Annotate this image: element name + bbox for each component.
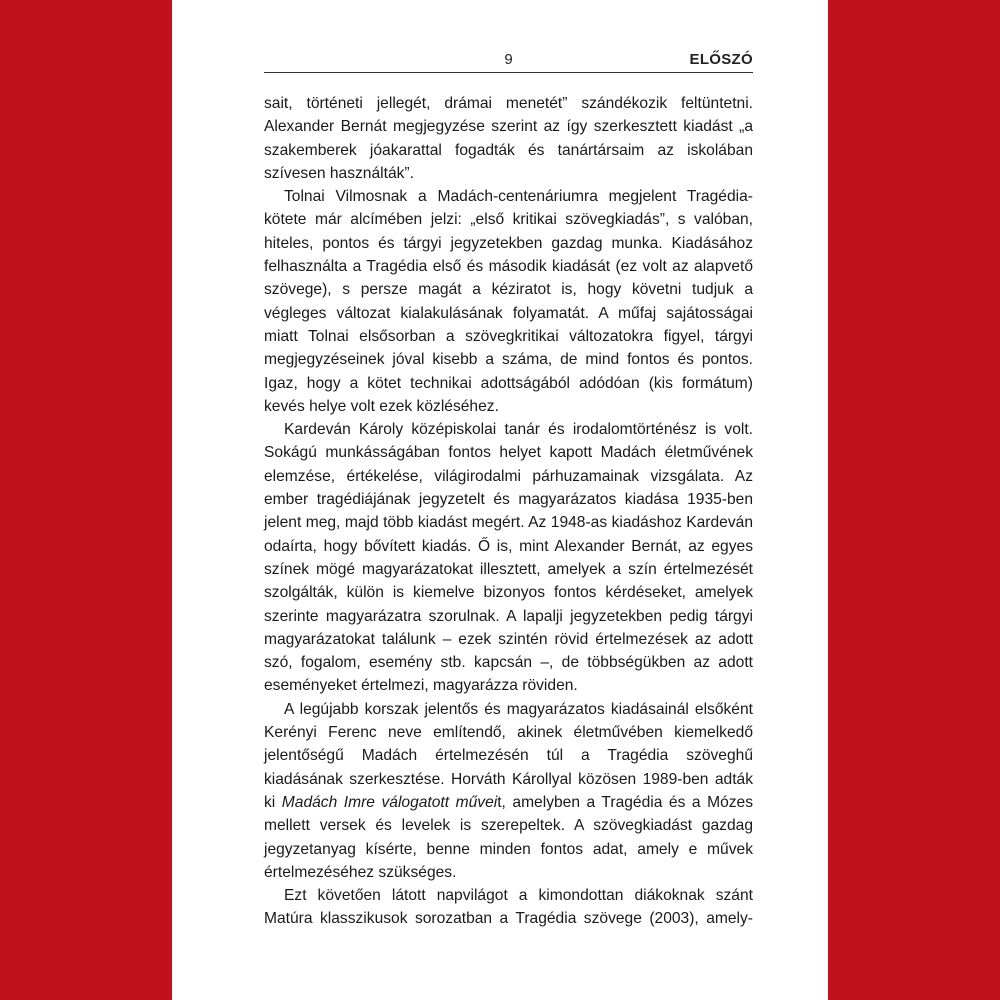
body-text [264, 92, 753, 931]
book-title-italic: Madách Imre válogatott művei [281, 793, 498, 811]
book-page [172, 0, 828, 1000]
paragraph-2: Tolnai Vilmosnak a Madách-centenáriumra megjelent Tragédia-kötete már alcímében jelzi: „első kritikai szövegkiadás”, s valóban, hiteles, pontos és tárgyi jegyzetekben gazdag munka. Kiadásához felhasználta a Tragédia első és második kiadását (ez volt az alapvető szövege), s persze magát a kéziratot is, hogy követni tudjuk a végleges változat kialakulásának folyamatát. A műfaj sajátosságai miatt Tolnai elsősorban a szövegkritikai változatokra figyel, tárgyi megjegyzéseinek jóval kisebb a száma, de mind fontos és pontos. Igaz, hogy a kötet technikai adottságából adódóan (kis formátum) kevés helye volt ezek közléséhez. [264, 188, 753, 415]
running-head [264, 50, 753, 73]
chapter-title: ELŐSZÓ [689, 51, 753, 68]
paragraph-4-text-after: t, amelyben a Tragédia és a Mózes mellett versek és levelek is szerepeltek. A szövegkiadást gazdag jegyzetanyag kísérte, benne minden fontos adat, amely e művek értelmezéséhez szükséges. [264, 793, 754, 881]
paragraph-4-text-before: A legújabb korszak jelentős és magyarázatos kiadásainál elsőként Kerényi Ferenc neve említendő, akinek életművében kiemelkedő jelentőségű Madách értelmezésén túl a Tragédia szöveghű kiadásának szerkesztése. Horváth Károllyal közösen 1989-ben adták ki [264, 700, 753, 811]
paragraph-1: sait, történeti jellegét, drámai menetét” szándékozik feltüntetni. Alexander Bernát megjegyzése szerint az így szerkesztett kiadást „a szakemberek jóakarattal fogadták és tanártársaim az iskolában szívesen használták”. [264, 95, 753, 182]
page-number: 9 [504, 51, 513, 68]
paragraph-3: Kardeván Károly középiskolai tanár és irodalomtörténész is volt. Sokágú munkásságában fontos helyet kapott Madách életművének elemzése, értékelése, világirodalmi párhuzamainak vizsgálata. Az ember tragédiájának jegyzetelt és magyarázatos kiadása 1935-ben jelent meg, majd több kiadást megért. Az 1948-as kiadáshoz Kardeván odaírta, hogy bővített kiadás. Ő is, mint Alexander Bernát, az egyes színek mögé magyarázatokat illesztett, amelyek a szín értelmezését szolgálták, külön is kiemelve bizonyos fontos kérdéseket, amelyek szerinte magyarázatra szorulnak. A lapalji jegyzetekben pedig tárgyi magyarázatokat találunk – ezek szintén rövid értelmezések az adott szó, fogalom, esemény stb. kapcsán –, de többségükben az adott eseményeket értelmezi, magyarázza röviden. [264, 421, 753, 695]
paragraph-4 [264, 698, 753, 884]
paragraph-5: Ezt követően látott napvilágot a kimondottan diákoknak szánt Matúra klasszikusok sorozatban a Tragédia szövege (2003), amely- [264, 887, 753, 928]
